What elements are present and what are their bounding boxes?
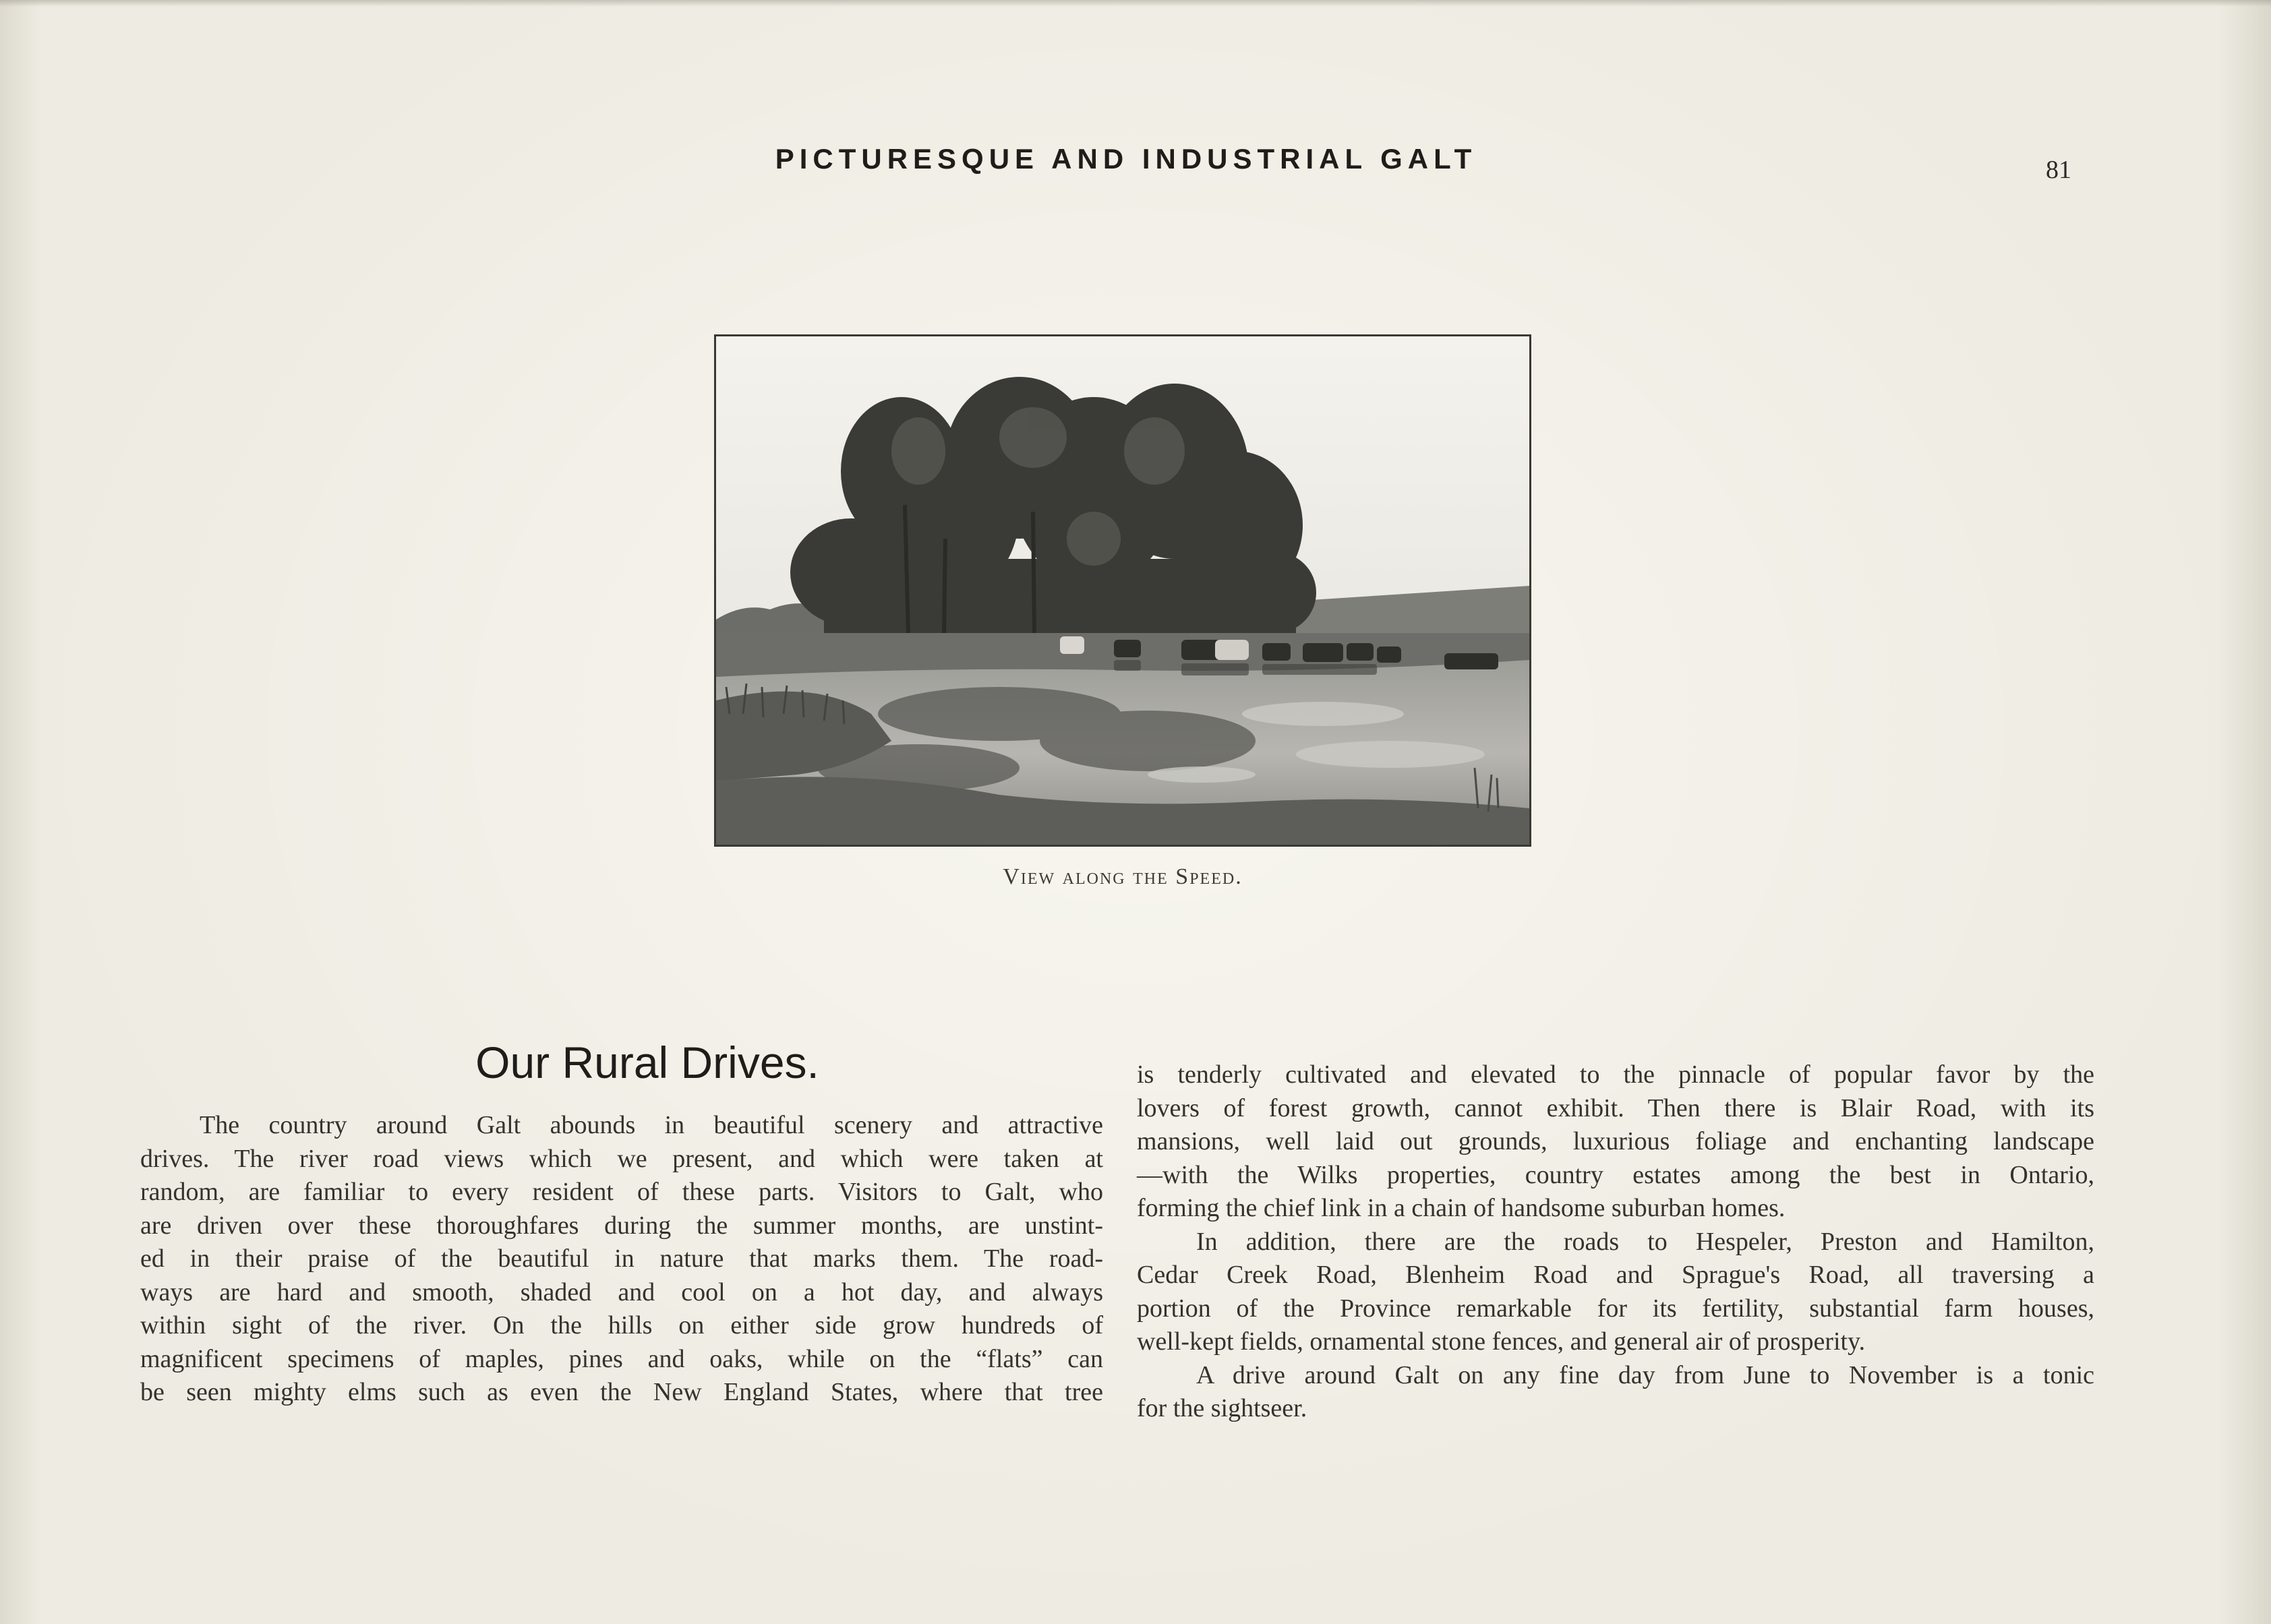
text-line: random, are familiar to every resident of these parts. Visitors to Galt, who [140,1178,1103,1206]
text-line: —with the Wilks properties, country estates among the best in Ontario, [1137,1160,2094,1189]
text-line: A drive around Galt on any fine day from June to November is a tonic [1196,1360,2094,1389]
text-line: drives. The river road views which we present, and which were taken at [140,1144,1103,1173]
right-text-column [1137,1058,2094,1426]
text-line: for the sightseer. [1137,1394,1307,1422]
text-line: ways are hard and smooth, shaded and cool on a hot day, and always [140,1277,1103,1306]
text-line: within sight of the river. On the hills on either side grow hundreds of [140,1311,1103,1340]
text-line: mansions, well laid out grounds, luxurious foliage and enchanting landscape [1137,1127,2094,1155]
text-line: portion of the Province remarkable for its fertility, substantial farm houses, [1137,1294,2094,1323]
text-line: The country around Galt abounds in beautiful scenery and attractive [200,1111,1103,1139]
text-line: ed in their praise of the beautiful in nature that marks them. The road- [140,1244,1103,1273]
page-number: 81 [2046,156,2071,184]
running-head: PICTURESQUE AND INDUSTRIAL GALT [775,143,1477,175]
paragraph [1137,1359,2094,1426]
text-line: Cedar Creek Road, Blenheim Road and Sprague's Road, all traversing a [1137,1261,2094,1289]
text-line: magnificent specimens of maples, pines and oaks, while on the “flats” can [140,1344,1103,1373]
photo-caption: View along the Speed. [1003,864,1243,889]
text-line: In addition, there are the roads to Hespeler, Preston and Hamilton, [1196,1227,2094,1256]
river-photograph [714,334,1531,847]
page-top-edge [0,0,2271,7]
text-line: lovers of forest growth, cannot exhibit. Then there is Blair Road, with its [1137,1093,2094,1122]
left-text-column [140,1109,1103,1410]
paragraph [1137,1058,2094,1226]
paragraph [140,1109,1103,1410]
text-line: be seen mighty elms such as even the New England States, where that tree [140,1378,1103,1406]
article-title: Our Rural Drives. [475,1037,819,1087]
text-line: is tenderly cultivated and elevated to the pinnacle of popular favor by the [1137,1060,2094,1089]
paragraph [1137,1226,2094,1359]
text-line: forming the chief link in a chain of handsome suburban homes. [1137,1194,1786,1222]
text-line: are driven over these thoroughfares during the summer months, are unstint- [140,1211,1103,1240]
text-line: well-kept fields, ornamental stone fences, and general air of prosperity. [1137,1327,1866,1356]
photograph-illustration [716,336,1529,845]
